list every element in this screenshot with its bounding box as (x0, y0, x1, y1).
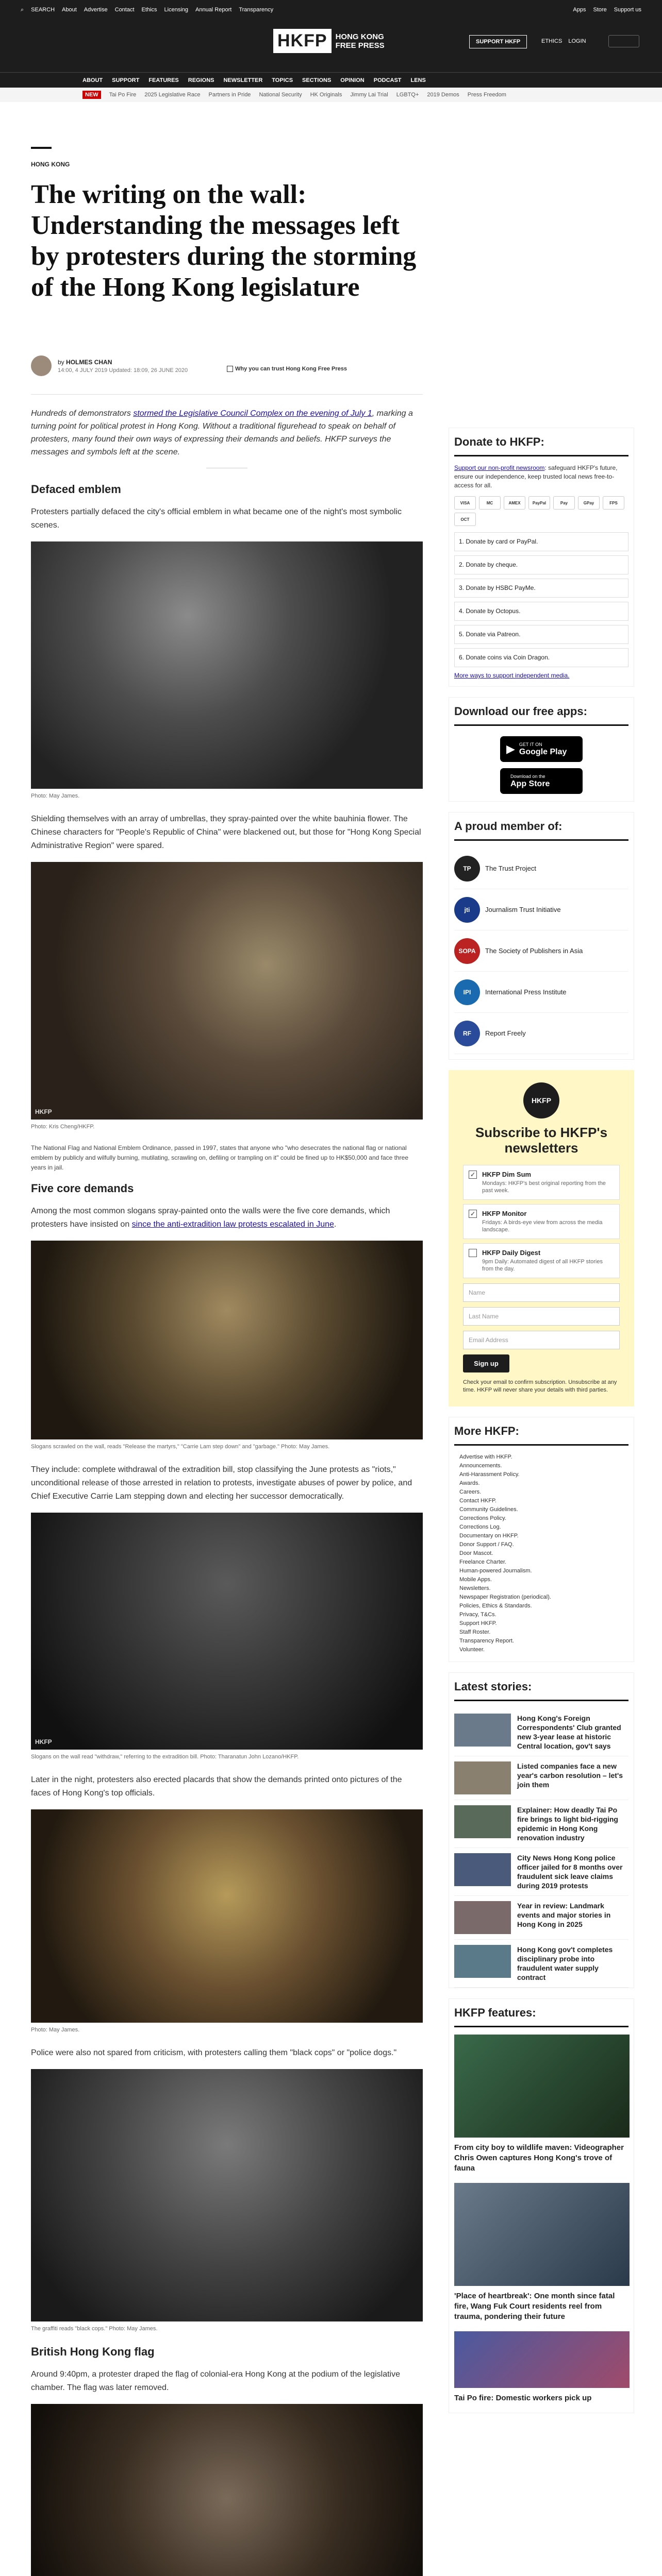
top-link-ethics[interactable]: Ethics (141, 7, 157, 13)
photo-watermark: HKFP (35, 1738, 52, 1745)
trust-label: Why you can trust Hong Kong Free Press (235, 366, 347, 372)
google-play-button[interactable] (500, 736, 583, 762)
photo-caption: The graffiti reads "black cops." Photo: May James. (31, 2326, 158, 2332)
about-links (449, 1453, 634, 1662)
site-logo[interactable] (273, 29, 387, 53)
about-link[interactable]: Human-powered Journalism. (459, 1568, 532, 1574)
member-item[interactable] (454, 930, 628, 972)
latest-title: Latest stories: (454, 1673, 628, 1701)
paragraph-text: Among the most common slogans spray-painted onto the walls were the five core demands, which protesters have insisted on (31, 1207, 390, 1229)
author-link[interactable]: HOLMES CHAN (66, 358, 112, 366)
photo-withdraw-graffiti (31, 1513, 423, 1750)
sopa-logo: SOPA (454, 938, 480, 964)
story-title: Hong Kong gov't completes disciplinary probe into fraudulent water supply contract (517, 1945, 613, 1981)
kicker-rule (31, 147, 52, 149)
about-title: More HKFP: (454, 1417, 628, 1446)
story-title: Listed companies face a new year's carbon resolution – let's join them (517, 1762, 623, 1789)
nav-sections[interactable]: SECTIONS (302, 77, 332, 83)
inline-link[interactable]: since the anti-extradition law protests escalated in June (131, 1220, 334, 1229)
paragraph: Shielding themselves with an array of umbrellas, they spray-painted over the white bauhinia flower. The Chinese characters for "People's Republic of China" were blackened out, but those for "Hong Kong Special Administrative Region" were spared. (31, 815, 421, 850)
story-thumbnail (454, 1945, 511, 1978)
about-link[interactable]: Newsletters. (459, 1585, 491, 1591)
latest-widget (449, 1672, 634, 1988)
intro-link[interactable]: stormed the Legislative Council Complex on the evening of July 1 (133, 409, 372, 418)
about-link[interactable]: Mobile Apps. (459, 1577, 492, 1583)
feature-title: Tai Po fire: Domestic workers pick up (454, 2394, 592, 2402)
nav-regions[interactable]: REGIONS (188, 77, 214, 83)
about-link[interactable]: Announcements. (459, 1463, 502, 1469)
about-link[interactable]: Documentary on HKFP. (459, 1533, 519, 1539)
logo-text: HONG KONG FREE PRESS (335, 32, 385, 50)
legal-note: The National Flag and National Emblem Ordinance, passed in 1997, states that anyone who "who desecrates the national flag or national emblem by publicly and wilfully burning, mutilating, scrawling on, defiling or trampling on it" could be fined up to HK$50,000 and face three years in jail. (31, 1144, 409, 1171)
trending-bar (0, 88, 662, 102)
latest-story[interactable] (454, 1800, 628, 1848)
article-intro (31, 407, 423, 459)
photo-caption: Photo: May James. (31, 793, 80, 799)
nav-about[interactable]: ABOUT (82, 77, 103, 83)
paragraph: Around 9:40pm, a protester draped the flag of colonial-era Hong Kong at the podium of the legislative chamber. The flag was later removed. (31, 2370, 401, 2392)
header-link-ethics[interactable]: ETHICS (541, 38, 562, 44)
last-name-field[interactable]: Last Name (463, 1307, 620, 1326)
about-link[interactable]: Awards. (459, 1480, 480, 1486)
donate-option[interactable]: 3. Donate by HSBC PayMe. (454, 579, 628, 598)
paragraph: Protesters partially defaced the city's official emblem in what became one of the night's most symbolic scenes. (31, 507, 402, 530)
top-link-support[interactable]: Support us (614, 7, 641, 13)
newsletter-widget (449, 1070, 634, 1406)
header-links (541, 38, 586, 44)
donate-body (449, 464, 634, 686)
trust-link[interactable] (227, 366, 347, 372)
top-left-links (21, 7, 273, 13)
section-heading: Five core demands (31, 1182, 134, 1195)
paypal-icon: PayPal (528, 496, 550, 510)
feature-item[interactable] (449, 2035, 634, 2183)
payment-methods (454, 496, 628, 526)
member-name: International Press Institute (485, 988, 567, 996)
feature-item[interactable] (449, 2331, 634, 2413)
nav-topics[interactable]: TOPICS (272, 77, 293, 83)
feature-title: 'Place of heartbreak': One month since fatal fire, Wang Fuk Court residents reel from trauma, pondering their future (454, 2292, 615, 2321)
nav-newsletter[interactable]: NEWSLETTER (223, 77, 263, 83)
about-link[interactable]: Policies, Ethics & Standards. (459, 1603, 532, 1609)
photo-black-cops-graffiti (31, 2069, 423, 2321)
trust-project-logo: TP (454, 856, 480, 882)
newsletter-desc: Fridays: A birds-eye view from across the media landscape. (482, 1219, 603, 1233)
about-link[interactable]: Volunteer. (459, 1647, 485, 1653)
about-widget (449, 1417, 634, 1662)
donate-title: Donate to HKFP: (454, 428, 628, 456)
support-hkfp-button[interactable]: SUPPORT HKFP (469, 35, 527, 48)
trending-link[interactable]: Press Freedom (467, 92, 506, 98)
about-link[interactable]: Careers. (459, 1489, 482, 1495)
byline-divider (31, 394, 423, 395)
app-store-small: Download on the (510, 773, 545, 779)
article-body (31, 407, 423, 2576)
donate-option[interactable]: 6. Donate coins via Coin Dragon. (454, 648, 628, 667)
story-title: City News Hong Kong police officer jailed for 8 months over fraudulent sick leave claims during 2019 protests (517, 1854, 623, 1890)
members-widget (449, 812, 634, 1060)
top-utility-bar (0, 0, 662, 20)
trending-link[interactable]: Partners in Pride (208, 92, 251, 98)
photo-placards (31, 1809, 423, 2023)
about-link[interactable]: Door Mascot. (459, 1550, 493, 1556)
about-link[interactable]: Support HKFP. (459, 1620, 497, 1626)
about-link[interactable]: Contact HKFP. (459, 1498, 496, 1504)
latest-story[interactable] (454, 1756, 628, 1800)
features-title: HKFP features: (454, 1999, 628, 2027)
latest-list (449, 1708, 634, 1988)
report-freely-logo: RF (454, 1021, 480, 1046)
photo-caption: Photo: Kris Cheng/HKFP. (31, 1124, 95, 1130)
latest-story[interactable] (454, 1896, 628, 1940)
nav-opinion[interactable]: OPINION (340, 77, 365, 83)
newsletter-option[interactable] (463, 1165, 620, 1200)
header-search-box[interactable] (608, 35, 639, 47)
photo-colonial-flag (31, 2404, 423, 2576)
member-item[interactable] (454, 1013, 628, 1054)
photo-umbrellas (31, 862, 423, 1120)
member-item[interactable] (454, 848, 628, 889)
donate-options (454, 532, 628, 667)
mastercard-icon: MC (479, 496, 501, 510)
feature-title: From city boy to wildlife maven: Videographer Chris Owen captures Hong Kong's trove of fauna (454, 2143, 624, 2173)
article-headline: The writing on the wall: Understanding the messages left by protesters during the storming of the Hong Kong legislature (31, 180, 417, 302)
main-nav (0, 72, 662, 88)
about-link[interactable]: Donor Support / FAQ. (459, 1541, 514, 1548)
about-link[interactable]: Anti-Harassment Policy. (459, 1471, 520, 1478)
donate-option[interactable]: 4. Donate by Octopus. (454, 602, 628, 621)
top-link-contact[interactable]: Contact (114, 7, 135, 13)
paragraph-text: . (334, 1220, 337, 1229)
byline-prefix: by (58, 358, 64, 366)
photo-caption: Slogans scrawled on the wall, reads "Release the martyrs," "Carrie Lam step down" and "garbage." Photo: May James. (31, 1444, 330, 1450)
author-avatar (31, 355, 52, 376)
member-list (449, 848, 634, 1059)
about-link[interactable]: Privacy, T&Cs. (459, 1612, 496, 1618)
photo-defaced-emblem (31, 541, 423, 789)
donate-text: : safeguard HKFP's future, ensure our independence, keep trusted local news free-to-access for all. (454, 464, 618, 489)
photo-caption: Slogans on the wall read "withdraw," referring to the extradition bill. Photo: Tharanatun John Lozano/HKFP. (31, 1754, 299, 1760)
ipi-logo: IPI (454, 979, 480, 1005)
apps-title: Download our free apps: (454, 698, 628, 726)
story-title: Year in review: Landmark events and major stories in Hong Kong in 2025 (517, 1902, 611, 1928)
top-link-licensing[interactable]: Licensing (164, 7, 188, 13)
story-title: Hong Kong's Foreign Correspondents' Club granted new 3-year lease at historic Central location, gov't says (517, 1714, 621, 1750)
story-thumbnail (454, 1901, 511, 1934)
members-title: A proud member of: (454, 812, 628, 841)
trending-link[interactable]: LGBTQ+ (396, 92, 419, 98)
story-thumbnail (454, 1805, 511, 1838)
trust-icon (227, 366, 233, 372)
nav-lens[interactable]: LENS (410, 77, 426, 83)
features-widget (449, 1998, 634, 2413)
member-name: The Society of Publishers in Asia (485, 947, 583, 955)
about-link[interactable]: Advertise with HKFP. (459, 1454, 512, 1460)
feature-item[interactable] (449, 2183, 634, 2331)
about-link[interactable]: Newspaper Registration (periodical). (459, 1594, 551, 1600)
top-link-about[interactable]: About (62, 7, 77, 13)
google-pay-icon: GPay (578, 496, 600, 510)
newsletter-name: HKFP Daily Digest (482, 1249, 541, 1257)
newsletter-desc: Mondays: HKFP's best original reporting from the past week. (482, 1180, 606, 1194)
photo-watermark: HKFP (35, 1108, 52, 1115)
newsletter-option[interactable] (463, 1204, 620, 1239)
top-link-store[interactable]: Store (593, 7, 607, 13)
donate-option[interactable]: 5. Donate via Patreon. (454, 625, 628, 644)
donate-link[interactable]: Support our non-profit newsroom (454, 464, 545, 471)
about-link[interactable]: Staff Roster. (459, 1629, 491, 1635)
feature-image (454, 2331, 630, 2388)
app-store-label: App Store (510, 779, 550, 788)
checkbox[interactable]: ✓ (469, 1210, 477, 1218)
article-dates: 14:00, 4 JULY 2019 Updated: 18:09, 26 JUNE 2020 (58, 367, 188, 374)
top-link-search[interactable]: SEARCH (31, 7, 55, 13)
newsletter-title: Subscribe to HKFP's newsletters (475, 1125, 608, 1156)
intro-text: Hundreds of demonstrators (31, 409, 134, 418)
donate-option[interactable]: 1. Donate by card or PayPal. (454, 532, 628, 551)
checkbox[interactable]: ✓ (469, 1171, 477, 1179)
search-icon[interactable]: ⌕ (21, 6, 24, 13)
top-link-annual-report[interactable]: Annual Report (195, 7, 232, 13)
checkbox[interactable] (469, 1249, 477, 1257)
logo-mark: HKFP (273, 29, 332, 53)
story-thumbnail (454, 1761, 511, 1794)
intro-text: , marking a turning point for political protest in Hong Kong. Without a traditional figurehead to speak on behalf of protesters, many found their own ways of expressing their demands and beliefs. HKFP surveys the messages and symbols left at the scene. (31, 409, 413, 456)
newsletter-name: HKFP Dim Sum (482, 1171, 532, 1178)
section-heading: Defaced emblem (31, 483, 121, 496)
google-play-label: Google Play (519, 747, 567, 756)
byline (31, 355, 188, 376)
trending-link[interactable]: Jimmy Lai Trial (350, 92, 388, 98)
member-name: Journalism Trust Initiative (485, 906, 561, 913)
top-right-links (573, 7, 641, 13)
about-link[interactable]: Corrections Policy. (459, 1515, 506, 1521)
google-play-small: GET IT ON (519, 741, 542, 747)
top-link-transparency[interactable]: Transparency (239, 7, 274, 13)
google-play-icon: ▶ (506, 742, 515, 755)
trending-link[interactable]: Tai Po Fire (109, 92, 137, 98)
header-link-login[interactable]: LOGIN (568, 38, 586, 44)
jti-logo: jti (454, 897, 480, 923)
top-link-advertise[interactable]: Advertise (84, 7, 108, 13)
apple-pay-icon: Pay (553, 496, 575, 510)
newsletter-logo: HKFP (523, 1082, 559, 1118)
visa-icon: VISA (454, 496, 476, 510)
about-link[interactable]: Community Guidelines. (459, 1506, 518, 1513)
app-store-button[interactable] (500, 768, 583, 794)
trending-link[interactable]: 2019 Demos (427, 92, 459, 98)
feature-image (454, 2183, 630, 2286)
app-buttons (449, 733, 634, 801)
article-kicker[interactable]: HONG KONG (31, 161, 70, 168)
nav-features[interactable]: FEATURES (148, 77, 179, 83)
story-thumbnail (454, 1714, 511, 1747)
top-link-apps[interactable]: Apps (573, 7, 586, 13)
newsletter-fineprint: Check your email to confirm subscription. Unsubscribe at any time. HKFP will never share your details with third parties. (463, 1379, 617, 1393)
latest-story[interactable] (454, 1708, 628, 1756)
nav-podcast[interactable]: PODCAST (373, 77, 402, 83)
paragraph (31, 1205, 423, 1231)
more-ways-link[interactable]: More ways to support independent media. (454, 672, 570, 679)
newsletter-option[interactable] (463, 1243, 620, 1278)
about-link[interactable]: Freelance Charter. (459, 1559, 507, 1565)
story-title: Explainer: How deadly Tai Po fire brings to light bid-rigging epidemic in Hong Kong renovation industry (517, 1806, 618, 1842)
paragraph: They include: complete withdrawal of the extradition bill, stop classifying the June protests as "riots," unconditional release of those arrested in relation to protests, investigate abuses of power by police, and Chief Executive Carrie Lam stepping down and electing her successor democratically. (31, 1465, 412, 1501)
latest-story[interactable] (454, 1848, 628, 1896)
new-badge: NEW (82, 91, 101, 99)
story-thumbnail (454, 1853, 511, 1886)
section-heading: British Hong Kong flag (31, 2345, 155, 2358)
donate-widget (449, 428, 634, 687)
trending-link[interactable]: HK Originals (310, 92, 342, 98)
newsletter-name: HKFP Monitor (482, 1210, 527, 1217)
octopus-icon: OCT (454, 513, 476, 526)
apps-widget (449, 697, 634, 802)
about-link[interactable]: Transparency Report. (459, 1638, 514, 1644)
signup-button[interactable]: Sign up (463, 1354, 509, 1372)
photo-chamber-crowd (31, 1241, 423, 1439)
email-field[interactable]: Email Address (463, 1331, 620, 1349)
donate-option[interactable]: 2. Donate by cheque. (454, 555, 628, 574)
member-name: The Trust Project (485, 865, 536, 872)
trending-link[interactable]: 2025 Legislative Race (144, 92, 201, 98)
photo-caption: Photo: May James. (31, 2027, 80, 2033)
paragraph: Police were also not spared from criticism, with protesters calling them "black cops" or "police dogs." (31, 2048, 397, 2057)
trending-link[interactable]: National Security (259, 92, 302, 98)
amex-icon: AMEX (504, 496, 525, 510)
fps-icon: FPS (603, 496, 624, 510)
member-name: Report Freely (485, 1029, 526, 1037)
member-item[interactable] (454, 889, 628, 930)
newsletter-desc: 9pm Daily: Automated digest of all HKFP stories from the day. (482, 1259, 603, 1272)
latest-story[interactable] (454, 1940, 628, 1988)
nav-support[interactable]: SUPPORT (112, 77, 140, 83)
sidebar (449, 428, 634, 2424)
name-field[interactable]: Name (463, 1283, 620, 1302)
about-link[interactable]: Corrections Log. (459, 1524, 501, 1530)
feature-image (454, 2035, 630, 2138)
member-item[interactable] (454, 972, 628, 1013)
paragraph: Later in the night, protesters also erected placards that show the demands printed onto pictures of the faces of Hong Kong's top officials. (31, 1775, 402, 1798)
site-header (0, 20, 662, 72)
